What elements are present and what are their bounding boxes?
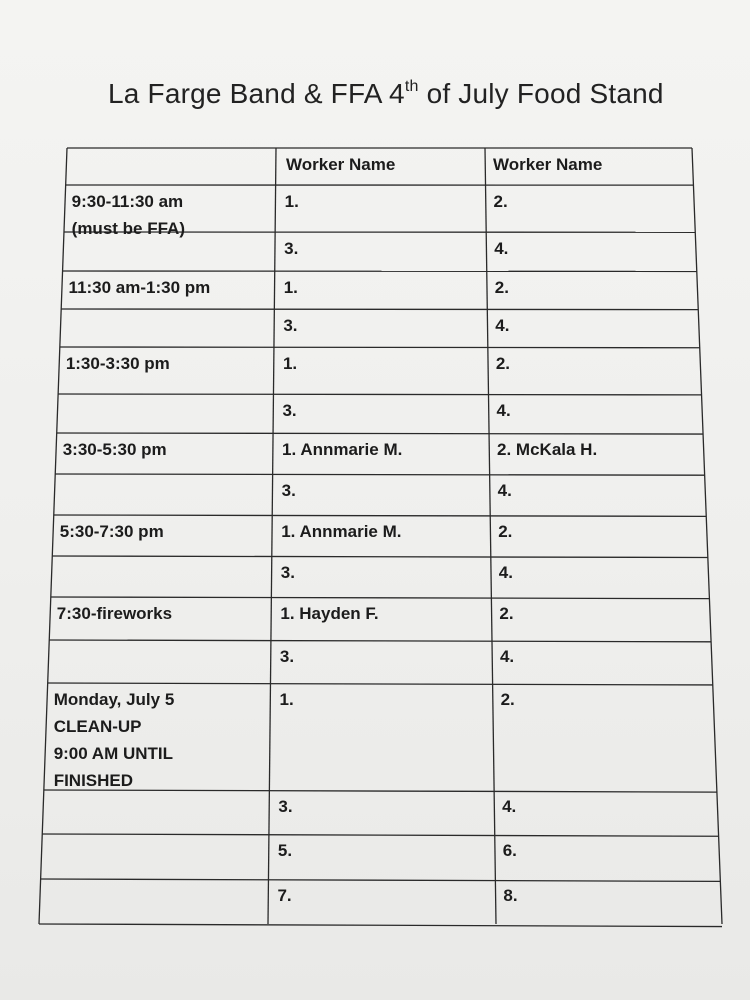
table-hline xyxy=(41,879,721,881)
worker-slot-a: 1. xyxy=(283,278,298,297)
worker-slot-a: 3. xyxy=(280,563,295,582)
time-slot-label: 9:00 AM UNTIL xyxy=(53,744,174,763)
worker-slot-a: 3. xyxy=(279,647,295,666)
title-rest: of July Food Stand xyxy=(426,78,664,109)
table-hline xyxy=(42,834,718,836)
time-slot-label: 9:30-11:30 am xyxy=(71,192,184,211)
title-superscript: th xyxy=(404,78,419,95)
worker-slot-a: 1. Annmarie M. xyxy=(282,440,403,459)
worker-slot-a: 3. xyxy=(283,316,298,335)
table-hline xyxy=(58,394,701,395)
worker-slot-a: 1. xyxy=(282,354,298,373)
header-worker-name-2: Worker Name xyxy=(493,155,603,174)
worker-slot-b: 2. xyxy=(493,192,508,211)
table-hline xyxy=(60,347,700,348)
worker-slot-b: 2. xyxy=(500,690,515,709)
table-vline-col2 xyxy=(485,148,496,924)
worker-slot-b: 4. xyxy=(502,797,517,816)
time-slot-label: 7:30-fireworks xyxy=(56,604,173,623)
table-hline xyxy=(55,474,704,475)
time-slot-label: 11:30 am-1:30 pm xyxy=(68,278,211,297)
table-hline xyxy=(44,790,717,792)
table-vline-col1 xyxy=(268,148,276,924)
table-vline-right xyxy=(692,148,722,924)
title-main: La Farge Band & FFA 4 xyxy=(108,78,405,109)
worker-slot-a: 5. xyxy=(277,841,293,860)
worker-slot-b: 2. xyxy=(494,278,509,297)
worker-slot-a: 3. xyxy=(278,797,293,816)
worker-slot-a: 1. xyxy=(279,690,294,709)
worker-slot-a: 3. xyxy=(282,401,297,420)
worker-slot-a: 7. xyxy=(277,886,292,905)
table-hline xyxy=(52,556,707,558)
table-hline xyxy=(54,515,706,516)
time-slot-label: (must be FFA) xyxy=(71,219,185,238)
worker-slot-b: 4. xyxy=(494,239,509,258)
worker-slot-b: 4. xyxy=(495,316,510,335)
worker-slot-a: 1. xyxy=(284,192,299,211)
worker-slot-b: 8. xyxy=(503,886,518,905)
worker-slot-a: 3. xyxy=(284,239,299,258)
table-hline xyxy=(49,640,711,642)
worker-slot-a: 3. xyxy=(281,481,296,500)
worker-slot-b: 4. xyxy=(499,647,515,666)
time-slot-label: FINISHED xyxy=(53,771,134,790)
table-hline xyxy=(51,597,710,599)
worker-slot-b: 6. xyxy=(502,841,517,860)
worker-slot-b: 2. McKala H. xyxy=(497,440,598,459)
worker-slot-b: 2. xyxy=(499,604,514,623)
time-slot-label: CLEAN-UP xyxy=(53,717,142,736)
table-hline xyxy=(39,924,722,927)
header-worker-name-1: Worker Name xyxy=(286,155,396,174)
worker-slot-b: 4. xyxy=(496,401,511,420)
worker-slot-b: 4. xyxy=(498,563,513,582)
worker-slot-a: 1. Annmarie M. xyxy=(281,522,402,541)
time-slot-label: 5:30-7:30 pm xyxy=(59,522,164,541)
worker-slot-b: 4. xyxy=(497,481,512,500)
table-hline xyxy=(48,683,713,685)
table-hline xyxy=(61,309,698,310)
worker-slot-b: 2. xyxy=(495,354,510,373)
time-slot-label: Monday, July 5 xyxy=(53,690,175,709)
worker-slot-b: 2. xyxy=(498,522,513,541)
time-slot-label: 1:30-3:30 pm xyxy=(65,354,170,373)
worker-slot-a: 1. Hayden F. xyxy=(280,604,379,623)
table-hline xyxy=(57,433,703,434)
time-slot-label: 3:30-5:30 pm xyxy=(62,440,167,459)
